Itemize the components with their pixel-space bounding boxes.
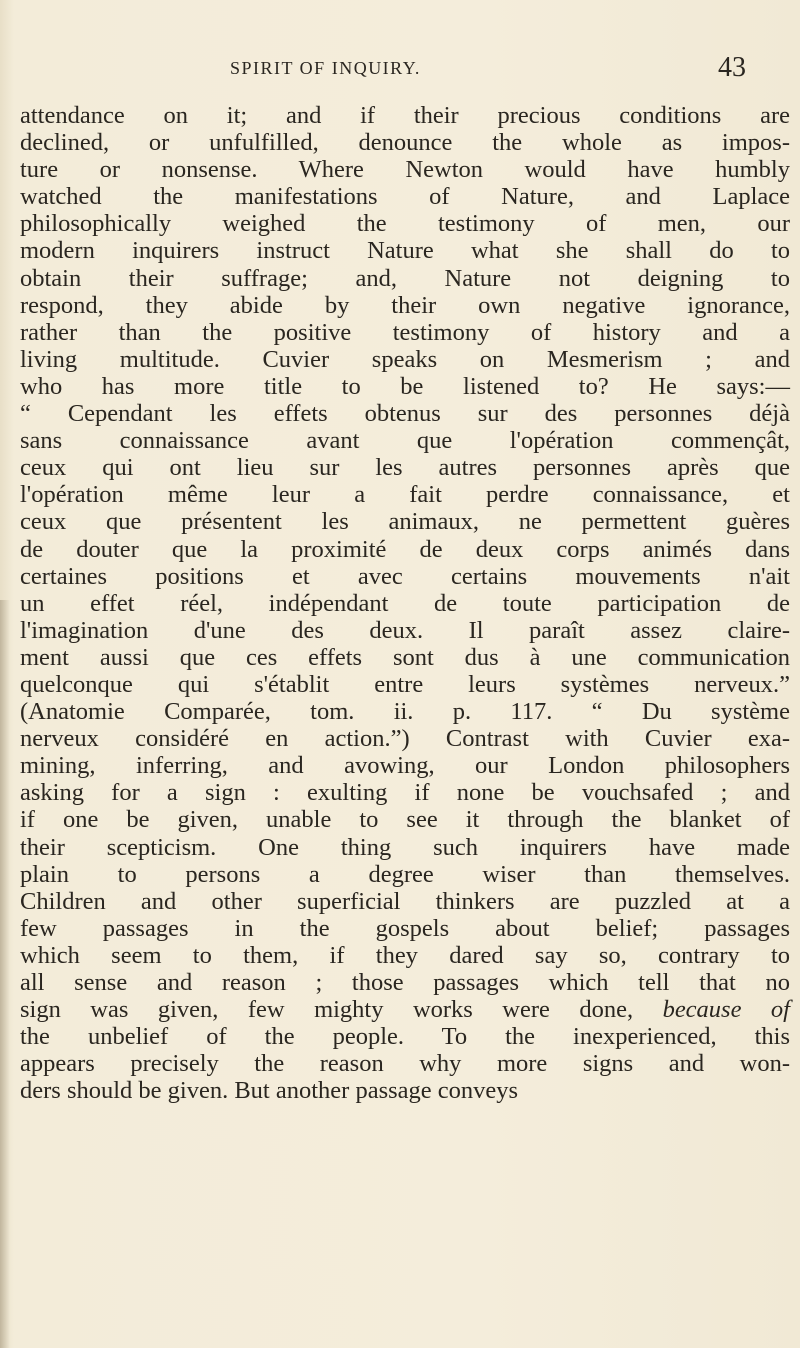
text-run: which seem to them, if they dared say so, contrary to: [20, 941, 790, 969]
text-line: [20, 373, 790, 400]
text-line: [20, 346, 790, 373]
text-run: mining, inferring, and avowing, our London philosophers: [20, 752, 790, 780]
text-line: [20, 508, 790, 535]
text-run: respond, they abide by their own negative ignorance,: [20, 291, 790, 319]
text-run: few passages in the gospels about belief; passages: [20, 914, 790, 942]
text-line: [20, 806, 790, 833]
text-run: sans connaissance avant que l'opération commençât,: [20, 427, 790, 455]
text-run: declined, or unfulfilled, denounce the whole as impos-: [20, 129, 790, 157]
text-run: nerveux considéré en action.”) Contrast with Cuvier exa-: [20, 725, 790, 753]
text-line: [20, 237, 790, 264]
text-run: quelconque qui s'établit entre leurs systèmes nerveux.”: [20, 670, 790, 698]
text-run: appears precisely the reason why more signs and won-: [20, 1050, 790, 1078]
text-line: [20, 725, 790, 752]
text-line: [20, 481, 790, 508]
text-line: [20, 319, 790, 346]
text-run: ceux que présentent les animaux, ne permettent guères: [20, 508, 790, 536]
text-run: l'opération même leur a fait perdre connaissance, et: [20, 481, 790, 509]
text-line: [20, 102, 790, 129]
italic-text: because of: [662, 996, 790, 1024]
text-line: [20, 1023, 790, 1050]
text-line: [20, 563, 790, 590]
text-line: [20, 454, 790, 481]
text-run: watched the manifestations of Nature, and Laplace: [20, 183, 790, 211]
text-line: [20, 644, 790, 671]
page-header: [0, 52, 800, 88]
text-line: [20, 265, 790, 292]
text-line: [20, 156, 790, 183]
text-line: [20, 671, 790, 698]
text-run: ceux qui ont lieu sur les autres personnes après que: [20, 454, 790, 482]
text-run: philosophically weighed the testimony of men, our: [20, 210, 790, 238]
text-line: [20, 969, 790, 996]
body-text: [20, 102, 790, 1104]
text-run: plain to persons a degree wiser than themselves.: [20, 860, 790, 888]
text-line: [20, 292, 790, 319]
text-run: if one be given, unable to see it through the blanket of: [20, 806, 790, 834]
text-run: modern inquirers instruct Nature what she shall do to: [20, 237, 790, 265]
text-line: [20, 617, 790, 644]
text-line: [20, 834, 790, 861]
text-line: [20, 996, 790, 1023]
text-run: all sense and reason ; those passages which tell that no: [20, 969, 790, 996]
text-line: [20, 779, 790, 806]
page-gutter-shadow: [0, 600, 10, 1348]
text-line: [20, 942, 790, 969]
text-line: [20, 183, 790, 210]
text-run: ture or nonsense. Where Newton would have humbly: [20, 156, 790, 184]
text-line: [20, 129, 790, 156]
text-line: [20, 915, 790, 942]
text-run: ders should be given. But another passage conveys: [20, 1077, 519, 1105]
text-run: attendance on it; and if their precious conditions are: [20, 102, 790, 129]
text-run: rather than the positive testimony of history and a: [20, 318, 790, 346]
text-run: living multitude. Cuvier speaks on Mesmerism ; and: [20, 345, 790, 373]
text-line: [20, 427, 790, 454]
text-run: (Anatomie Comparée, tom. ii. p. 117. “ Du système: [20, 698, 790, 726]
text-line: [20, 698, 790, 725]
text-line: [20, 590, 790, 617]
text-line: [20, 536, 790, 563]
text-run: sign was given, few mighty works were done,: [20, 996, 663, 1024]
text-line: [20, 1077, 790, 1104]
text-line: [20, 210, 790, 237]
text-line: [20, 888, 790, 915]
text-run: un effet réel, indépendant de toute participation de: [20, 589, 790, 617]
text-run: their scepticism. One thing such inquirers have made: [20, 833, 790, 861]
page-number: 43: [718, 52, 746, 83]
text-run: who has more title to be listened to? He says:—: [20, 372, 790, 400]
text-run: ment aussi que ces effets sont dus à une communication: [20, 643, 790, 671]
text-run: l'imagination d'une des deux. Il paraît assez claire-: [20, 616, 790, 644]
text-line: [20, 400, 790, 427]
text-run: Children and other superficial thinkers are puzzled at a: [20, 887, 790, 915]
text-run: certaines positions et avec certains mouvements n'ait: [20, 562, 790, 590]
text-run: obtain their suffrage; and, Nature not deigning to: [20, 264, 790, 292]
text-run: “ Cependant les effets obtenus sur des personnes déjà: [20, 400, 790, 428]
text-line: [20, 752, 790, 779]
running-head: SPIRIT OF INQUIRY.: [230, 58, 421, 78]
text-line: [20, 861, 790, 888]
text-run: the unbelief of the people. To the inexperienced, this: [20, 1023, 790, 1051]
text-run: asking for a sign : exulting if none be vouchsafed ; and: [20, 779, 790, 807]
text-line: [20, 1050, 790, 1077]
text-run: de douter que la proximité de deux corps animés dans: [20, 535, 790, 563]
